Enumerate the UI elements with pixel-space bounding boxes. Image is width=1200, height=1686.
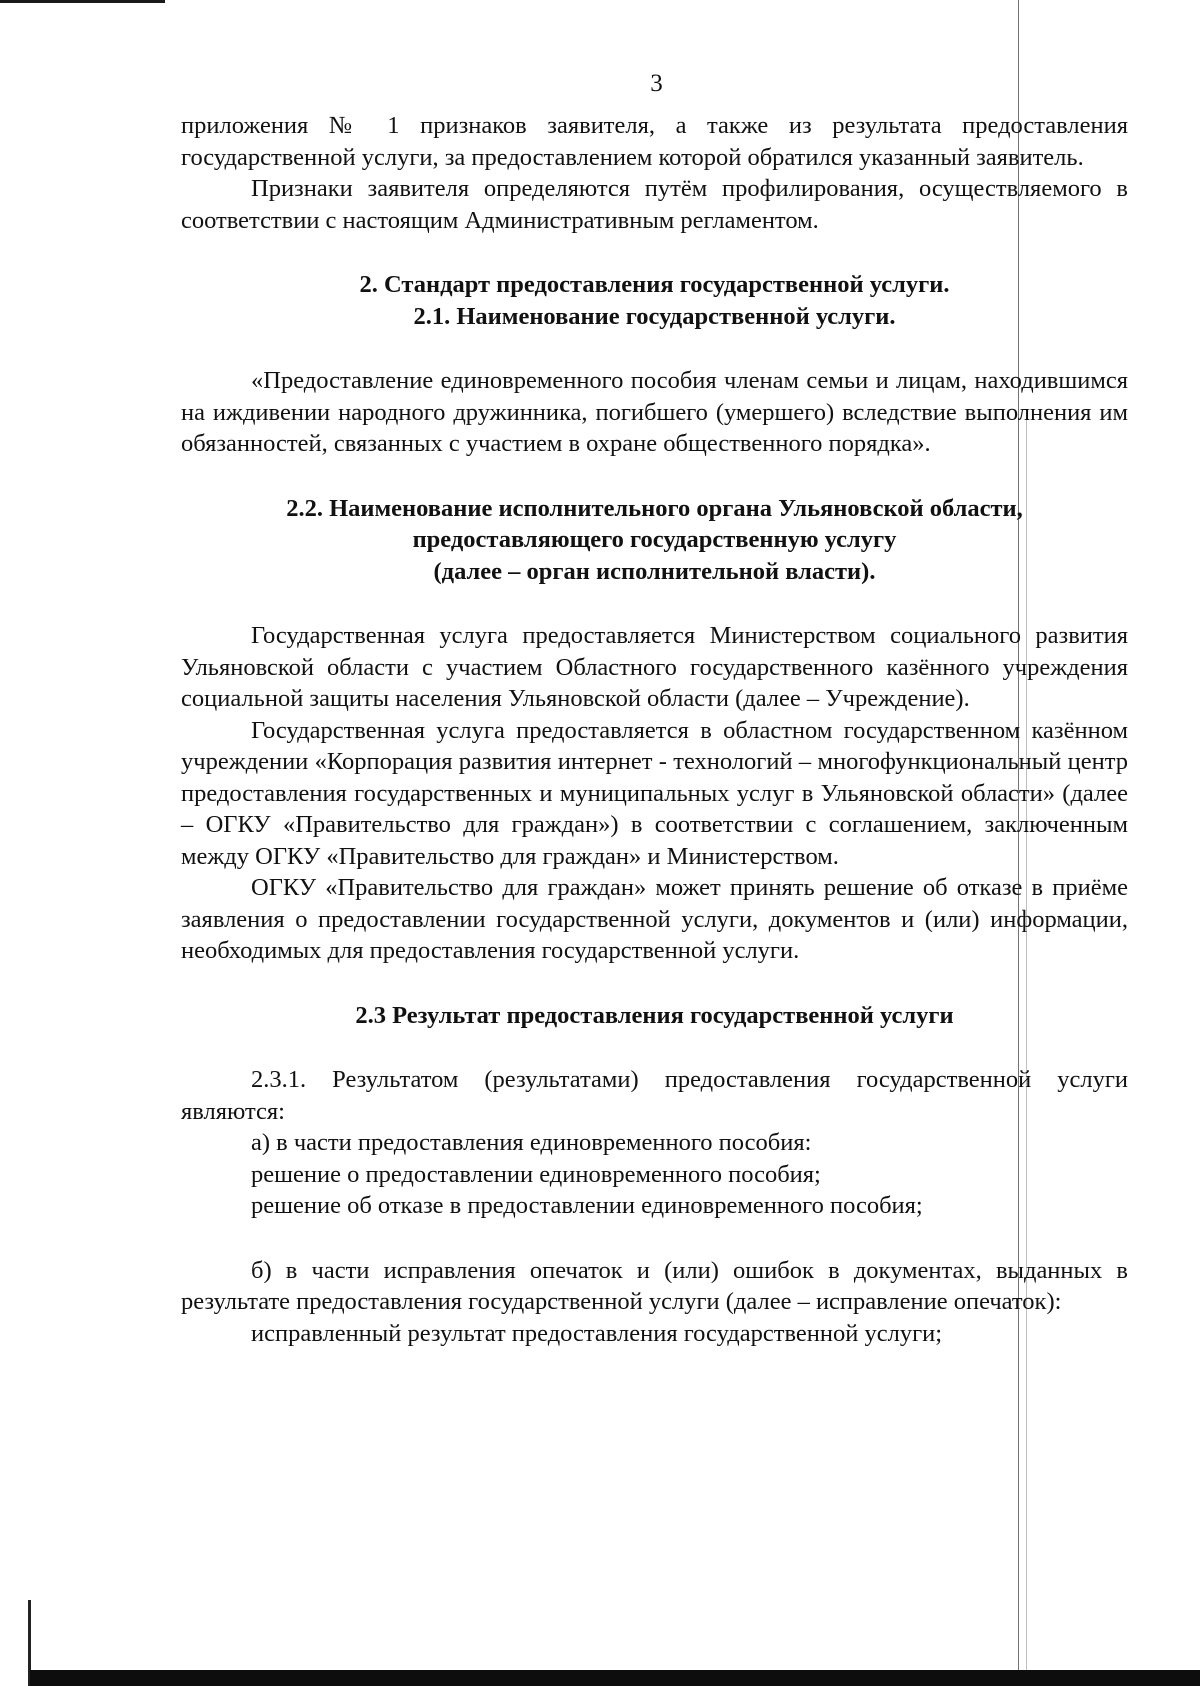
list-item-decision-grant: решение о предоставлении единовременного пособия;: [251, 1160, 821, 1188]
heading-2-2-line2: предоставляющего государственную услугу: [412, 526, 897, 553]
list-item-b: б) в части исправления опечаток и (или) ошибок в документах, выданных в результате предоставления государственной услуги (далее – исправление опечаток):: [181, 1256, 1128, 1315]
heading-2-3: 2.3 Результат предоставления государственной услуги: [355, 1001, 954, 1029]
scan-edge-bottom: [30, 1670, 1200, 1686]
list-item-corrected-result: исправленный результат предоставления государственной услуги;: [251, 1319, 943, 1347]
paragraph-service-name: «Предоставление единовременного пособия членам семьи и лицам, находившимся на иждивении народного дружинника, погибшего (умершего) вследствие выполнения им обязанностей, связанных с участием в охране общественного порядка».: [181, 367, 1128, 457]
heading-section-2: 2. Стандарт предоставления государственной услуги.: [359, 271, 950, 298]
heading-2-2-line3: (далее – орган исполнительной власти).: [433, 557, 876, 585]
list-item-a: а) в части предоставления единовременного пособия:: [251, 1129, 812, 1156]
paragraph-applicant-attributes: приложения № 1 признаков заявителя, а также из результата предоставления государственной услуги, за предоставлением которой обратился указанный заявитель.: [181, 112, 1128, 171]
paragraph-results-intro: 2.3.1. Результатом (результатами) предоставления государственной услуги являются:: [181, 1066, 1128, 1125]
page-number: 3: [650, 70, 663, 97]
document-page: [181, 70, 1128, 1349]
heading-2-1: 2.1. Наименование государственной услуги.: [413, 302, 896, 330]
paragraph-profiling: Признаки заявителя определяются путём профилирования, осуществляемого в соответствии с настоящим Административным регламентом.: [181, 175, 1128, 234]
scan-edge-top: [0, 0, 165, 3]
list-item-decision-refuse: решение об отказе в предоставлении единовременного пособия;: [251, 1192, 923, 1219]
paragraph-refusal: ОГКУ «Правительство для граждан» может принять решение об отказе в приёме заявления о предоставлении государственной услуги, документов и (или) информации, необходимых для предоставления государственной услуги.: [181, 874, 1128, 964]
paragraph-ministry: Государственная услуга предоставляется Министерством социального развития Ульяновской области с участием Областного государственного казённого учреждения социальной защиты населения Ульяновской области (далее – Учреждение).: [181, 622, 1128, 712]
heading-2-2-line1: 2.2. Наименование исполнительного органа Ульяновской области,: [286, 494, 1023, 522]
paragraph-mfc: Государственная услуга предоставляется в областном государственном казённом учреждении «Корпорация развития интернет - технологий – многофункциональный центр предоставления государственных и муниципальных услуг в Ульяновской области» (далее – ОГКУ «Правительство для граждан») в соответствии с соглашением, заключенным между ОГКУ «Правительство для граждан» и Министерством.: [181, 716, 1128, 870]
